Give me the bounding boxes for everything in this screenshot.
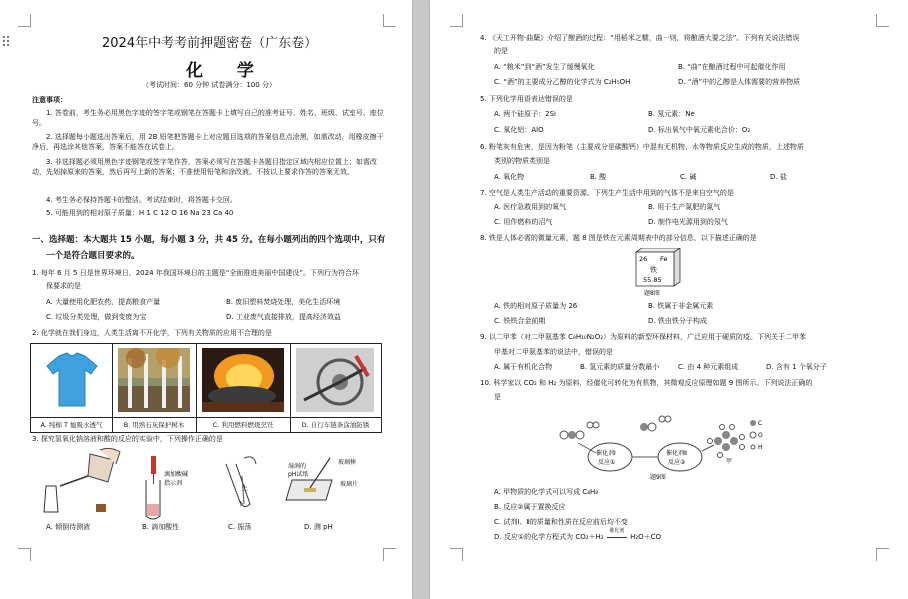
cooking-fire-image	[202, 348, 284, 412]
reaction-label: 催化剂Ⅰ	[596, 450, 616, 457]
q3-label: 下	[238, 501, 245, 508]
option-c: C. “酒”的主要成分乙醇的化学式为 C₂H₅OH	[494, 78, 631, 86]
notice-item: 3. 非选择题必须用黑色字迹钢笔或签字笔作答，答案必须写在答题卡各题目指定区域内相应位置上；如需改动，先划掉原来的答案，然后再写上新的答案；不准使用铅笔和涂改液。不按以上要求作答的答案无效。	[32, 158, 377, 176]
q2-caption-d: D. 自行车链条涂油防锈	[290, 417, 381, 432]
q3-label: 玻璃片	[340, 481, 359, 488]
notice-item: 2. 选择题每小题选出答案后，用 2B 铅笔把答题卡上对应题目选项的答案信息点涂黑，如需改动，用橡皮擦干净后，再选涂其他答案，答案不能答在试卷上。	[32, 133, 384, 151]
q2-cell-a	[31, 344, 113, 432]
q3-label: 湿润的	[288, 463, 307, 470]
option-b: B. 废旧塑料焚烧处理，美化生活环境	[226, 298, 341, 306]
crop-mark	[383, 548, 396, 561]
crop-mark	[18, 548, 31, 561]
subject-title: 化 学	[186, 61, 268, 81]
option-d: D. 含有 1 个氧分子	[766, 363, 827, 371]
notice-item: 4. 考生务必保持答题卡的整洁。考试结束时，将答题卡交回。	[46, 196, 237, 204]
question-stem: 5. 下列化学用语表达错误的是	[480, 95, 573, 103]
element-mass: 55.85	[643, 276, 662, 284]
product-molecule	[708, 425, 745, 458]
option-b: B. 酸	[590, 173, 607, 181]
question-stem: 1. 每年 6 月 5 日是世界环境日，2024 年我国环境日的主题是“全面推进美丽中国建设”。下列行为符合环	[32, 269, 360, 277]
option-c: C. 振荡	[228, 523, 252, 531]
q2-cell-d	[290, 344, 381, 432]
q3-lab-diagrams	[30, 446, 390, 522]
question-stem: 甲基对二甲氨基苯的说法中，错误的是	[494, 348, 613, 356]
section-heading: 一个是符合题目要求的。	[46, 251, 140, 261]
question-stem: 8. 铁是人体必需的微量元素，题 8 图是铁在元素周期表中的部分信息，以下描述正确的是	[480, 234, 757, 242]
option-d: D. “酒”中的乙醇是人体需要的营养物质	[678, 78, 801, 86]
reaction-arrow	[606, 528, 628, 542]
ph-test-diagram	[286, 458, 358, 500]
dropper-diagram	[146, 456, 188, 519]
question-stem: 是	[494, 393, 501, 401]
option-b: B. 用于生产氮肥的氮气	[648, 203, 721, 211]
option-a: A. 属于有机化合物	[494, 363, 553, 371]
option-d	[494, 528, 662, 542]
option-c: C. 铁铁合金前期	[494, 317, 546, 325]
crop-mark	[450, 14, 463, 27]
table-move-handle[interactable]	[3, 36, 11, 48]
q3-label: pH试纸	[288, 471, 309, 478]
product-label: 甲	[726, 458, 733, 465]
option-a: A. “粮米”到“酒”发生了缓慢氧化	[494, 63, 595, 71]
q2-caption-b: B. 用熟石灰保护树木	[112, 417, 196, 432]
question-stem: 类别的物质类别是	[494, 157, 550, 165]
option-a: A. 两个硅原子：2Si	[494, 110, 556, 118]
reactant-molecules	[560, 422, 599, 439]
question-stem: 10. 科学家以 CO₂ 和 H₂ 为原料，经催化可转化为有机物，其微观反应原理如题 9 图所示。下列说法正确的	[480, 379, 813, 387]
crop-mark	[383, 14, 396, 27]
intermediate-molecules	[640, 416, 671, 431]
reaction-condition: 催化剂	[609, 528, 625, 534]
bicycle-chain-image	[296, 348, 374, 412]
q2-caption-c: C. 利用燃料燃烧烹饪	[196, 417, 290, 432]
option-a: A. 甲物质的化学式可以写成 C₄H₈	[494, 488, 599, 496]
option-b: B. 反应②属于置换反应	[494, 503, 566, 511]
pouring-diagram	[44, 448, 120, 512]
notice-item: 1. 答卷前，考生务必用黑色字迹的签字笔或钢笔在答题卡上填写自己的准考证号、姓名、班级、试室号、座位号。	[32, 109, 384, 127]
option-b: B. 滴加酸性	[142, 523, 180, 531]
option-d: D. 制作电光源用到的氖气	[648, 218, 728, 226]
figure-caption: 题9图	[650, 474, 666, 481]
q2-image-table	[30, 343, 382, 433]
option-d: D. 铁由铁分子构成	[648, 317, 707, 325]
exam-info: （考试时间：60 分钟 试卷满分：100 分）	[142, 81, 276, 89]
shaking-diagram	[226, 457, 256, 508]
question-stem: 的是	[494, 47, 508, 55]
q2-cell-b	[112, 344, 197, 432]
q3-label: 指示剂	[164, 480, 183, 487]
notice-heading: 注意事项：	[32, 96, 67, 104]
document-page-left	[0, 0, 412, 599]
option-a: A. 大量使用化肥农药，提高粮食产量	[46, 298, 161, 306]
option-a: A. 医疗急救用到的氧气	[494, 203, 567, 211]
option-c: C. 氧化铝：AlO	[494, 126, 544, 134]
legend-label: H	[758, 444, 763, 451]
option-d: D. 标出氧气中氧元素化合价：O₂	[648, 126, 751, 134]
element-symbol: Fe	[660, 255, 668, 263]
notice-item: 5. 可能用到的相对原子质量：H 1 C 12 O 16 Na 23 Ca 40	[46, 209, 234, 217]
reaction-label: 反应②	[668, 459, 686, 466]
reaction-label: 催化剂Ⅱ	[666, 450, 687, 457]
crop-mark	[876, 548, 889, 561]
option-a: A. 倾倒待测液	[46, 523, 91, 531]
option-d-text: D. 反应①的化学方程式为 CO₂＋H₂	[494, 533, 604, 541]
option-c: C. 由 4 种元素组成	[678, 363, 739, 371]
option-c: C. 垃圾分类处理，做到变废为宝	[46, 313, 147, 321]
question-stem: 保要求的是	[46, 282, 81, 290]
question-stem: 2. 化学就在我们身边，人类生活离不开化学，下列有关物质的应用不合理的是	[32, 329, 272, 337]
option-d-products: H₂O＋CO	[630, 533, 662, 541]
element-number: 26	[639, 255, 648, 263]
trees-image	[118, 348, 190, 412]
tshirt-image	[37, 348, 107, 412]
crop-mark	[450, 548, 463, 561]
option-b: B. 氢元素的质量分数最小	[580, 363, 660, 371]
q2-caption-a: A. 纯棉 T 恤吸水透气	[31, 417, 112, 432]
q2-cell-c	[196, 344, 291, 432]
reaction-diagram	[550, 405, 770, 483]
exam-title: 2024年中考考前押题密卷（广东卷）	[102, 36, 318, 51]
q3-label: 上	[242, 485, 249, 492]
document-page-right	[430, 0, 908, 599]
element-name: 铁	[650, 266, 657, 274]
q3-label: 滴加酸碱	[164, 471, 189, 478]
option-b: B. 氖元素：Ne	[648, 110, 695, 118]
option-a: A. 氧化物	[494, 173, 525, 181]
option-d: D. 工业废气直接排放，提高经济效益	[226, 313, 341, 321]
legend-label: C	[758, 420, 763, 427]
option-a: A. 铁的相对原子质量为 26	[494, 302, 578, 310]
option-c: C. 试剂Ⅰ、Ⅱ的质量和性质在反应前后均不变	[494, 518, 628, 526]
question-stem: 3. 探究氢氧化钠溶液和酸的反应的实验中，下列操作正确的是	[32, 435, 223, 443]
question-stem: 9. 以二甲苯（对二甲氨基苯 C₈H₁₀N₂O₂）为原料的新型环保材料，广泛应用于硬质防疫。下列关于二甲苯	[480, 333, 807, 341]
question-stem: 4. 《天工开物·曲蘖》介绍了酿酒的过程：“用稻米之糯，曲一则，将酿酒大要之法”。下列有关说法错误	[480, 34, 800, 42]
legend-label: O	[758, 432, 763, 439]
crop-mark	[876, 14, 889, 27]
option-d: D. 盐	[770, 173, 787, 181]
option-c: C. 碱	[680, 173, 697, 181]
iron-element-cell	[630, 248, 684, 298]
section-heading: 一、选择题：本大题共 15 小题，每小题 3 分，共 45 分。在每小题列出的四个选项中，只有	[32, 235, 386, 245]
question-stem: 7. 空气是人类生产活动的重要资源。下列生产生活中用到的气体不是来自空气的是	[480, 189, 734, 197]
q3-label: 玻璃棒	[338, 459, 357, 466]
option-d: D. 测 pH	[304, 523, 333, 531]
option-c: C. 用作燃料的沼气	[494, 218, 553, 226]
reaction-label: 反应①	[598, 459, 616, 466]
crop-mark	[18, 14, 31, 27]
option-b: B. “曲”在酿酒过程中可起催化作用	[678, 63, 786, 71]
question-stem: 6. 粉笔灰有危害，是因为粉笔（主要成分是碳酸钙）中混有无机物、水等物质反应生成的物质，上述物质	[480, 143, 804, 151]
figure-caption: 题8图	[644, 290, 660, 297]
option-b: B. 铁属于非金属元素	[648, 302, 714, 310]
